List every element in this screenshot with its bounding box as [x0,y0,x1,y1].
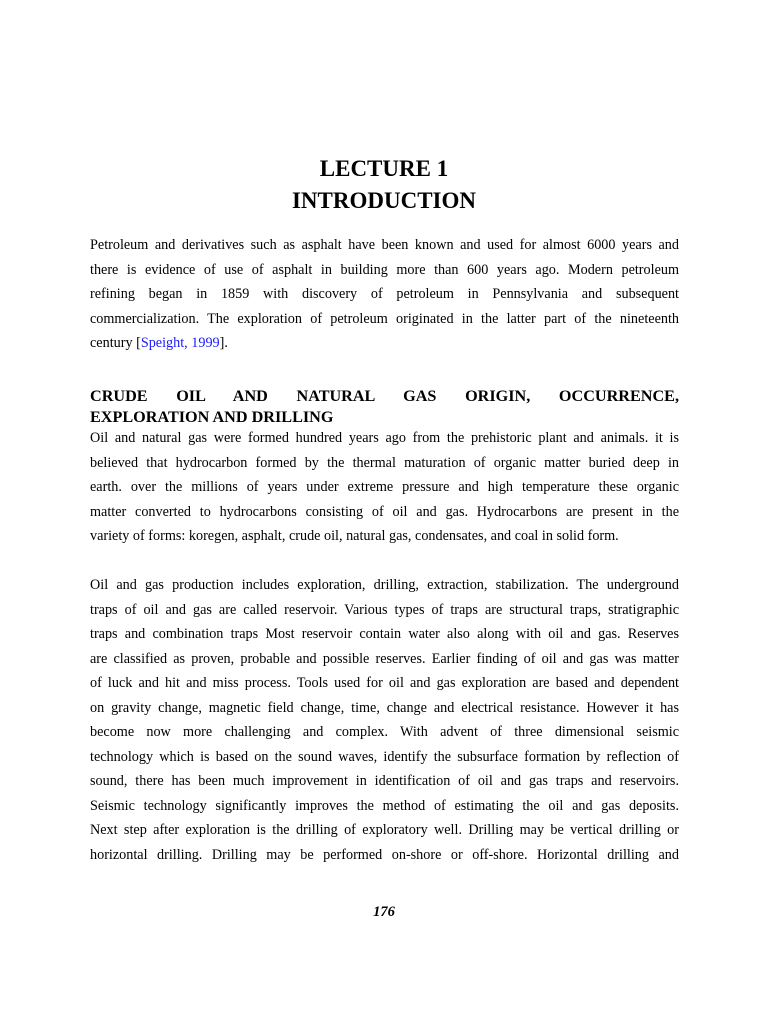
intro-last-line [90,331,679,356]
production-line: are classified as proven, probable and possible reserves. Earlier finding of oil and gas was matter [90,650,679,667]
section-heading [90,386,679,428]
production-line: Oil and gas production includes exploration, drilling, extraction, stabilization. The underground [90,577,679,593]
intro-line: there is evidence of use of asphalt in building more than 600 years ago. Modern petroleum [90,261,679,278]
section-heading-line: EXPLORATION AND DRILLING [90,408,334,426]
intro-paragraph [90,233,679,356]
production-line: on gravity change, magnetic field change, time, change and electrical resistance. However it has [90,699,679,716]
production-line: sound, there has been much improvement in identification of oil and gas traps and reservoirs. [90,773,679,789]
origin-line: earth. over the millions of years under extreme pressure and high temperature these organic [90,479,679,495]
intro-last-prefix: century [ [90,335,141,351]
production-line: horizontal drilling. Drilling may be performed on-shore or off-shore. Horizontal drilling and [90,846,679,863]
origin-paragraph [90,426,679,549]
intro-line: commercialization. The exploration of petroleum originated in the latter part of the nineteenth [90,310,679,327]
page-number: 176 [373,904,395,920]
production-line: of luck and hit and miss process. Tools used for oil and gas exploration are based and dependent [90,675,679,691]
origin-line: matter converted to hydrocarbons consisting of oil and gas. Hydrocarbons are present in the [90,503,679,520]
intro-line: refining began in 1859 with discovery of petroleum in Pennsylvania and subsequent [90,286,679,302]
section-heading-line: CRUDE OIL AND NATURAL GAS ORIGIN, OCCURRENCE, [90,387,679,405]
production-line: become now more challenging and complex. With advent of three dimensional seismic [90,724,679,740]
intro-line: Petroleum and derivatives such as asphalt have been known and used for almost 6000 years and [90,237,679,253]
production-line: Next step after exploration is the drilling of exploratory well. Drilling may be vertical drilling or [90,822,679,838]
origin-line: variety of forms: koregen, asphalt, crude oil, natural gas, condensates, and coal in solid form. [90,528,619,544]
lecture-topic-title: INTRODUCTION [291,188,477,213]
production-line: Seismic technology significantly improves the method of estimating the oil and gas deposits. [90,797,679,814]
origin-line: believed that hydrocarbon formed by the thermal maturation of organic matter buried deep in [90,454,679,471]
origin-line: Oil and natural gas were formed hundred years ago from the prehistoric plant and animals. it is [90,430,679,446]
production-paragraph [90,573,679,867]
lecture-number-title: LECTURE 1 [319,156,449,181]
citation-link[interactable]: Speight, 1999 [140,335,220,351]
production-line: technology which is based on the sound waves, identify the subsurface formation by reflection of [90,748,679,765]
production-line: traps and combination traps Most reservoir contain water also along with oil and gas. Reserves [90,626,679,642]
intro-last-suffix: ]. [219,335,228,351]
production-line: traps of oil and gas are called reservoir. Various types of traps are structural traps, stratigraphic [90,601,679,618]
